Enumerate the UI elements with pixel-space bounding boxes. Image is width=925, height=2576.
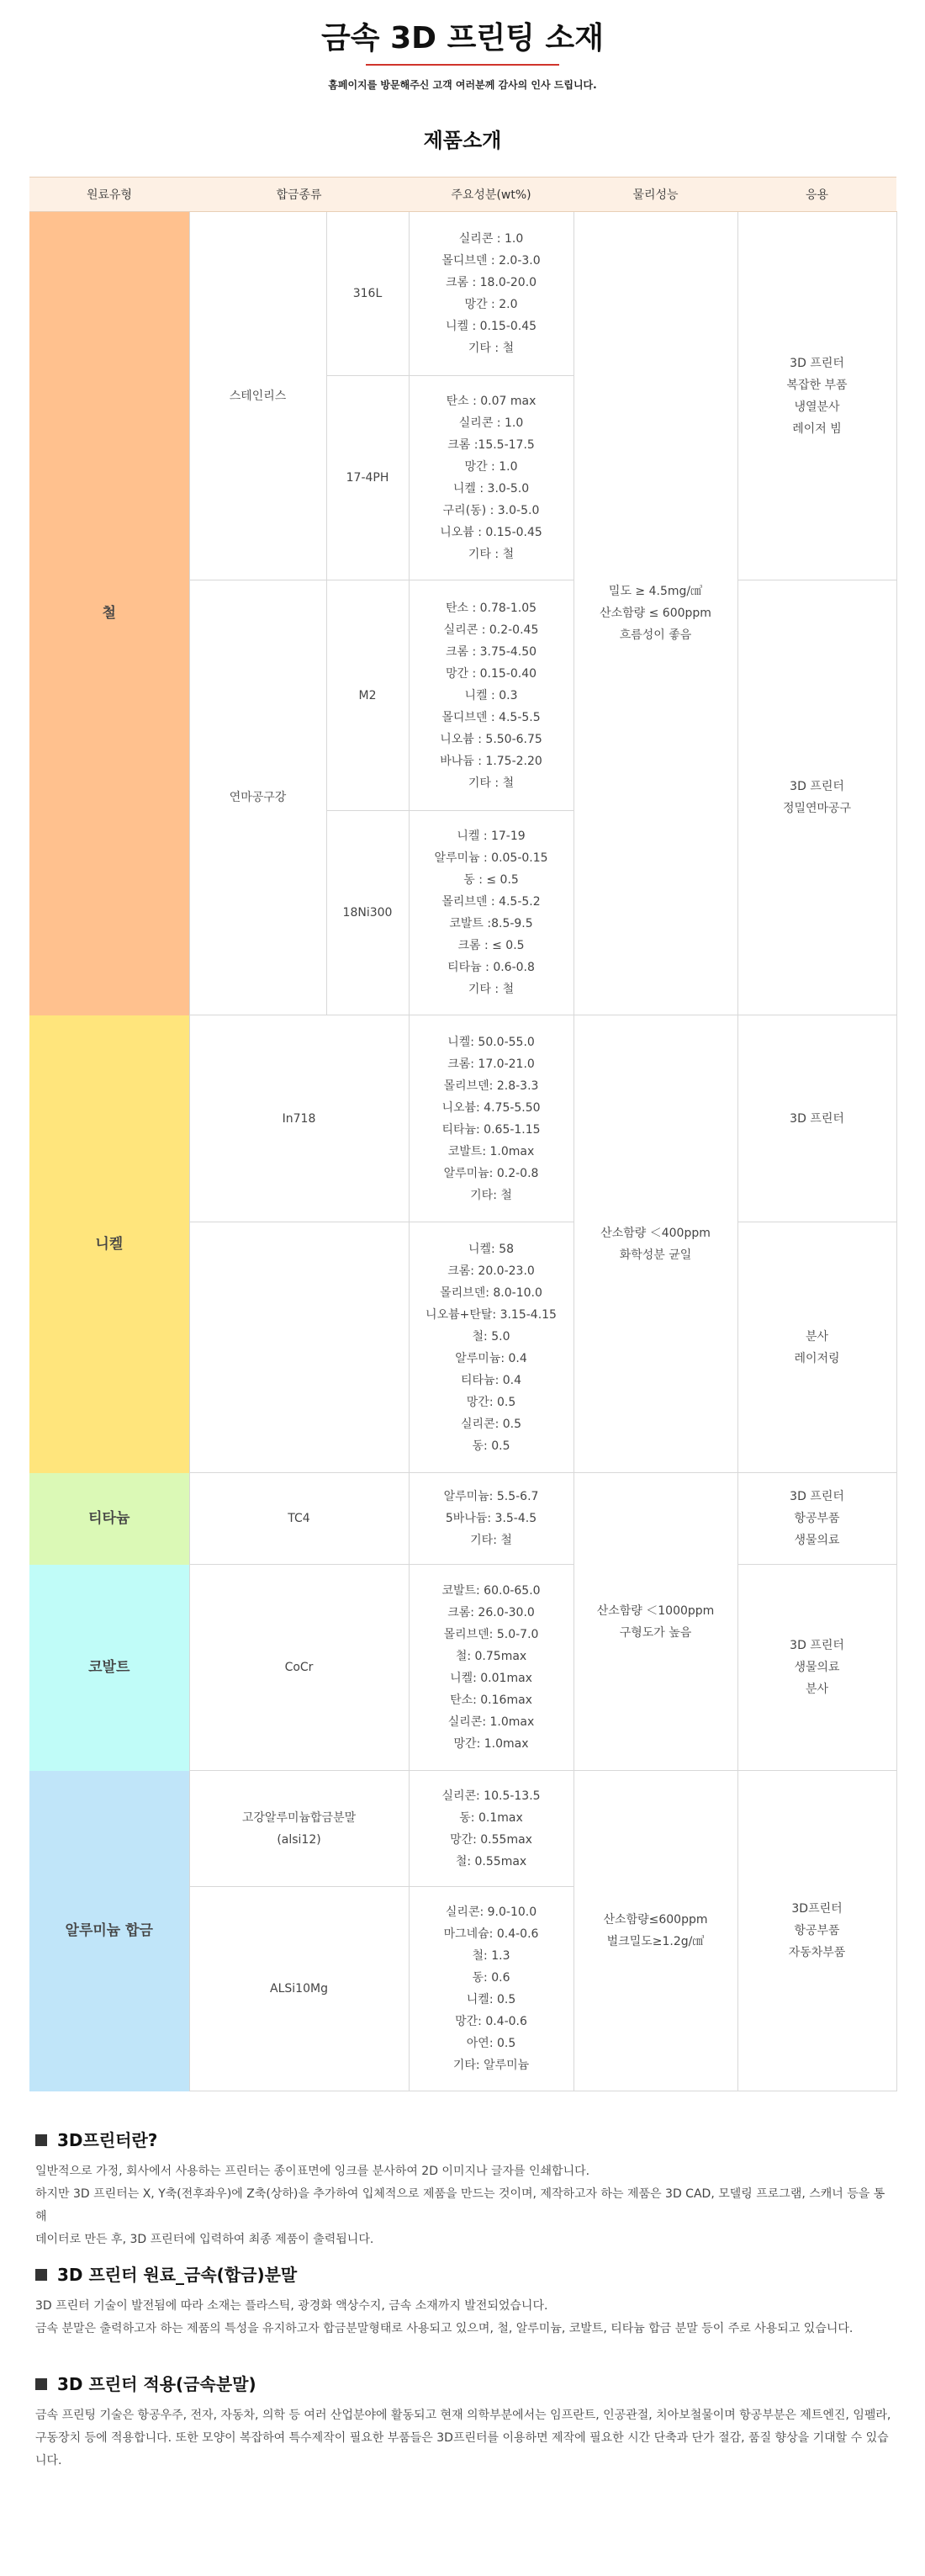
composition-cocr: 코발트: 60.0-65.0 크롬: 26.0-30.0 몰리브덴: 5.0-7.0 철: 0.75max 니켈: 0.01max 탄소: 0.16max 실리콘: 1.0max 망간: 1.0max [409, 1565, 574, 1771]
application-tool-steel: 3D 프린터 정밀연마공구 [737, 580, 896, 1015]
composition-tc4: 알루미늄: 5.5-6.7 5바나듐: 3.5-4.5 기타: 철 [409, 1473, 574, 1565]
application-in718: 3D 프린터 [737, 1015, 896, 1222]
page-title: 금속 3D 프린팅 소재 [321, 21, 604, 56]
material-type-aluminum: 알루미늄 합금 [29, 1771, 189, 2091]
physical-aluminum: 산소함량≤600ppm 벌크밀도≥1.2g/㎤ [574, 1771, 737, 2091]
section-heading: 3D 프린터 원료_금속(합금)분말 [35, 2263, 893, 2287]
grade-18ni300: 18Ni300 [326, 811, 409, 1015]
composition-alsi12: 실리콘: 10.5-13.5 동: 0.1max 망간: 0.55max 철: 0.55max [409, 1771, 574, 1887]
section-3d-printer-applications [35, 2372, 893, 2473]
physical-titanium-cobalt: 산소함량 ＜1000ppm 구형도가 높음 [574, 1473, 737, 1771]
alloy-cocr: CoCr [189, 1565, 409, 1771]
section-heading: 3D 프린터 적용(금속분말) [35, 2372, 893, 2396]
header-main-composition: 주요성분(wt%) [409, 178, 574, 212]
square-bullet-icon [35, 2378, 47, 2390]
greeting-text: 홈페이지를 방문해주신 고객 여러분께 감사의 인사 드립니다. [328, 79, 597, 91]
material-type-cobalt: 코발트 [29, 1565, 189, 1771]
table-row [29, 1771, 896, 1887]
composition-17-4ph: 탄소 : 0.07 max 실리콘 : 1.0 크롬 :15.5-17.5 망간 : 1.0 니켈 : 3.0-5.0 구리(동) : 3.0-5.0 니오븀 : 0.15-0.45 기타 : 철 [409, 376, 574, 580]
section-3d-printer-materials [35, 2263, 893, 2340]
application-aluminum: 3D프린터 항공부품 자동차부품 [737, 1771, 896, 2091]
composition-18ni300: 니켈 : 17-19 알루미늄 : 0.05-0.15 동 : ≤ 0.5 몰리브덴 : 4.5-5.2 코발트 :8.5-9.5 크롬 : ≤ 0.5 티타늄 : 0.6-0.8 기타 : 철 [409, 811, 574, 1015]
table-row [29, 212, 896, 376]
header-physical-properties: 물리성능 [574, 178, 737, 212]
composition-alsi10mg: 실리콘: 9.0-10.0 마그네슘: 0.4-0.6 철: 1.3 동: 0.6 니켈: 0.5 망간: 0.4-0.6 아연: 0.5 기타: 알루미늄 [409, 1887, 574, 2091]
composition-nickel-2: 니켈: 58 크롬: 20.0-23.0 몰리브덴: 8.0-10.0 니오븀+탄탈: 3.15-4.15 철: 5.0 알루미늄: 0.4 티타늄: 0.4 망간: 0.5 실리콘: 0.5 동: 0.5 [409, 1222, 574, 1473]
alloy-tool-steel: 연마공구강 [189, 580, 326, 1015]
product-intro-title: 제품소개 [423, 129, 502, 152]
application-tc4: 3D 프린터 항공부품 생물의료 [737, 1473, 896, 1565]
section-body: 금속 프린팅 기술은 항공우주, 전자, 자동차, 의학 등 여러 산업분야에 활동되고 현재 의학부분에서는 임프란트, 인공관절, 치아보철물이며 항공부분은 제트엔진, 임펠라, 구동장치 등에 적용합니다. 또한 모양이 복잡하여 특수제작이 필요한 부품들은 3D프린터를 이용하면 제작에 필요한 시간 단축과 단가 절감, 품질 향상을 기대할 수 있습니다. [35, 2409, 891, 2467]
material-type-nickel: 니켈 [29, 1015, 189, 1473]
header-material-type: 원료유형 [29, 178, 189, 212]
alloy-in718: In718 [189, 1015, 409, 1222]
grade-m2: M2 [326, 580, 409, 811]
section-what-is-3d-printer [35, 2128, 893, 2251]
section-body: 3D 프린터 기술이 발전됨에 따라 소재는 플라스틱, 광경화 액상수지, 금속 소재까지 발전되었습니다. 금속 분말은 출력하고자 하는 제품의 특성을 유지하고자 합금분말형태로 사용되고 있으며, 철, 알루미늄, 코발트, 티타늄 합금 분말 등이 주로 사용되고 있습니다. [35, 2299, 854, 2335]
composition-m2: 탄소 : 0.78-1.05 실리콘 : 0.2-0.45 크롬 : 3.75-4.50 망간 : 0.15-0.40 니켈 : 0.3 몰디브덴 : 4.5-5.5 니오븀 : 5.50-6.75 바나듐 : 1.75-2.20 기타 : 철 [409, 580, 574, 811]
title-underline [366, 64, 559, 66]
section-body: 일반적으로 가정, 회사에서 사용하는 프린터는 종이표면에 잉크를 분사하여 2D 이미지나 글자를 인쇄합니다. 하지만 3D 프린터는 X, Y축(전후좌우)에 Z축(상하)을 추가하여 입체적으로 제품을 만드는 것이며, 제작하고자 하는 제품은 3D CAD, 모델링 프로그램, 스캐너 등을 통해 데이터로 만든 후, 3D 프린터에 입력하여 최종 제품이 출력됩니다. [35, 2165, 885, 2246]
application-nickel-2: 분사 레이저링 [737, 1222, 896, 1473]
physical-iron: 밀도 ≥ 4.5mg/㎤ 산소함량 ≤ 600ppm 흐름성이 좋음 [574, 212, 737, 1015]
header-alloy-type: 합금종류 [189, 178, 409, 212]
square-bullet-icon [35, 2134, 47, 2146]
application-stainless: 3D 프린터 복잡한 부품 냉열분사 레이저 빔 [737, 212, 896, 580]
header-applications: 응용 [737, 178, 896, 212]
material-type-titanium: 티타늄 [29, 1473, 189, 1565]
material-type-iron: 철 [29, 212, 189, 1015]
alloy-stainless: 스테인리스 [189, 212, 326, 580]
product-table [29, 177, 897, 2091]
table-header-row [29, 178, 896, 212]
table-row [29, 1015, 896, 1222]
table-row [29, 1565, 896, 1771]
grade-17-4ph: 17-4PH [326, 376, 409, 580]
application-cocr: 3D 프린터 생물의료 분사 [737, 1565, 896, 1771]
composition-in718: 니켈: 50.0-55.0 크롬: 17.0-21.0 몰리브덴: 2.8-3.3 니오븀: 4.75-5.50 티타늄: 0.65-1.15 코발트: 1.0max 알루미늄: 0.2-0.8 기타: 철 [409, 1015, 574, 1222]
square-bullet-icon [35, 2269, 47, 2281]
composition-316l: 실리콘 : 1.0 몰디브덴 : 2.0-3.0 크롬 : 18.0-20.0 망간 : 2.0 니켈 : 0.15-0.45 기타 : 철 [409, 212, 574, 376]
section-heading: 3D프린터란? [35, 2128, 893, 2152]
grade-316l: 316L [326, 212, 409, 376]
alloy-nickel-2 [189, 1222, 409, 1473]
alloy-tc4: TC4 [189, 1473, 409, 1565]
physical-nickel: 산소함량 ＜400ppm 화학성분 균일 [574, 1015, 737, 1473]
alloy-alsi10mg: ALSi10Mg [189, 1887, 409, 2091]
table-row [29, 1473, 896, 1565]
alloy-alsi12: 고강알루미늄합금분말 (alsi12) [189, 1771, 409, 1887]
page-header [0, 0, 925, 154]
